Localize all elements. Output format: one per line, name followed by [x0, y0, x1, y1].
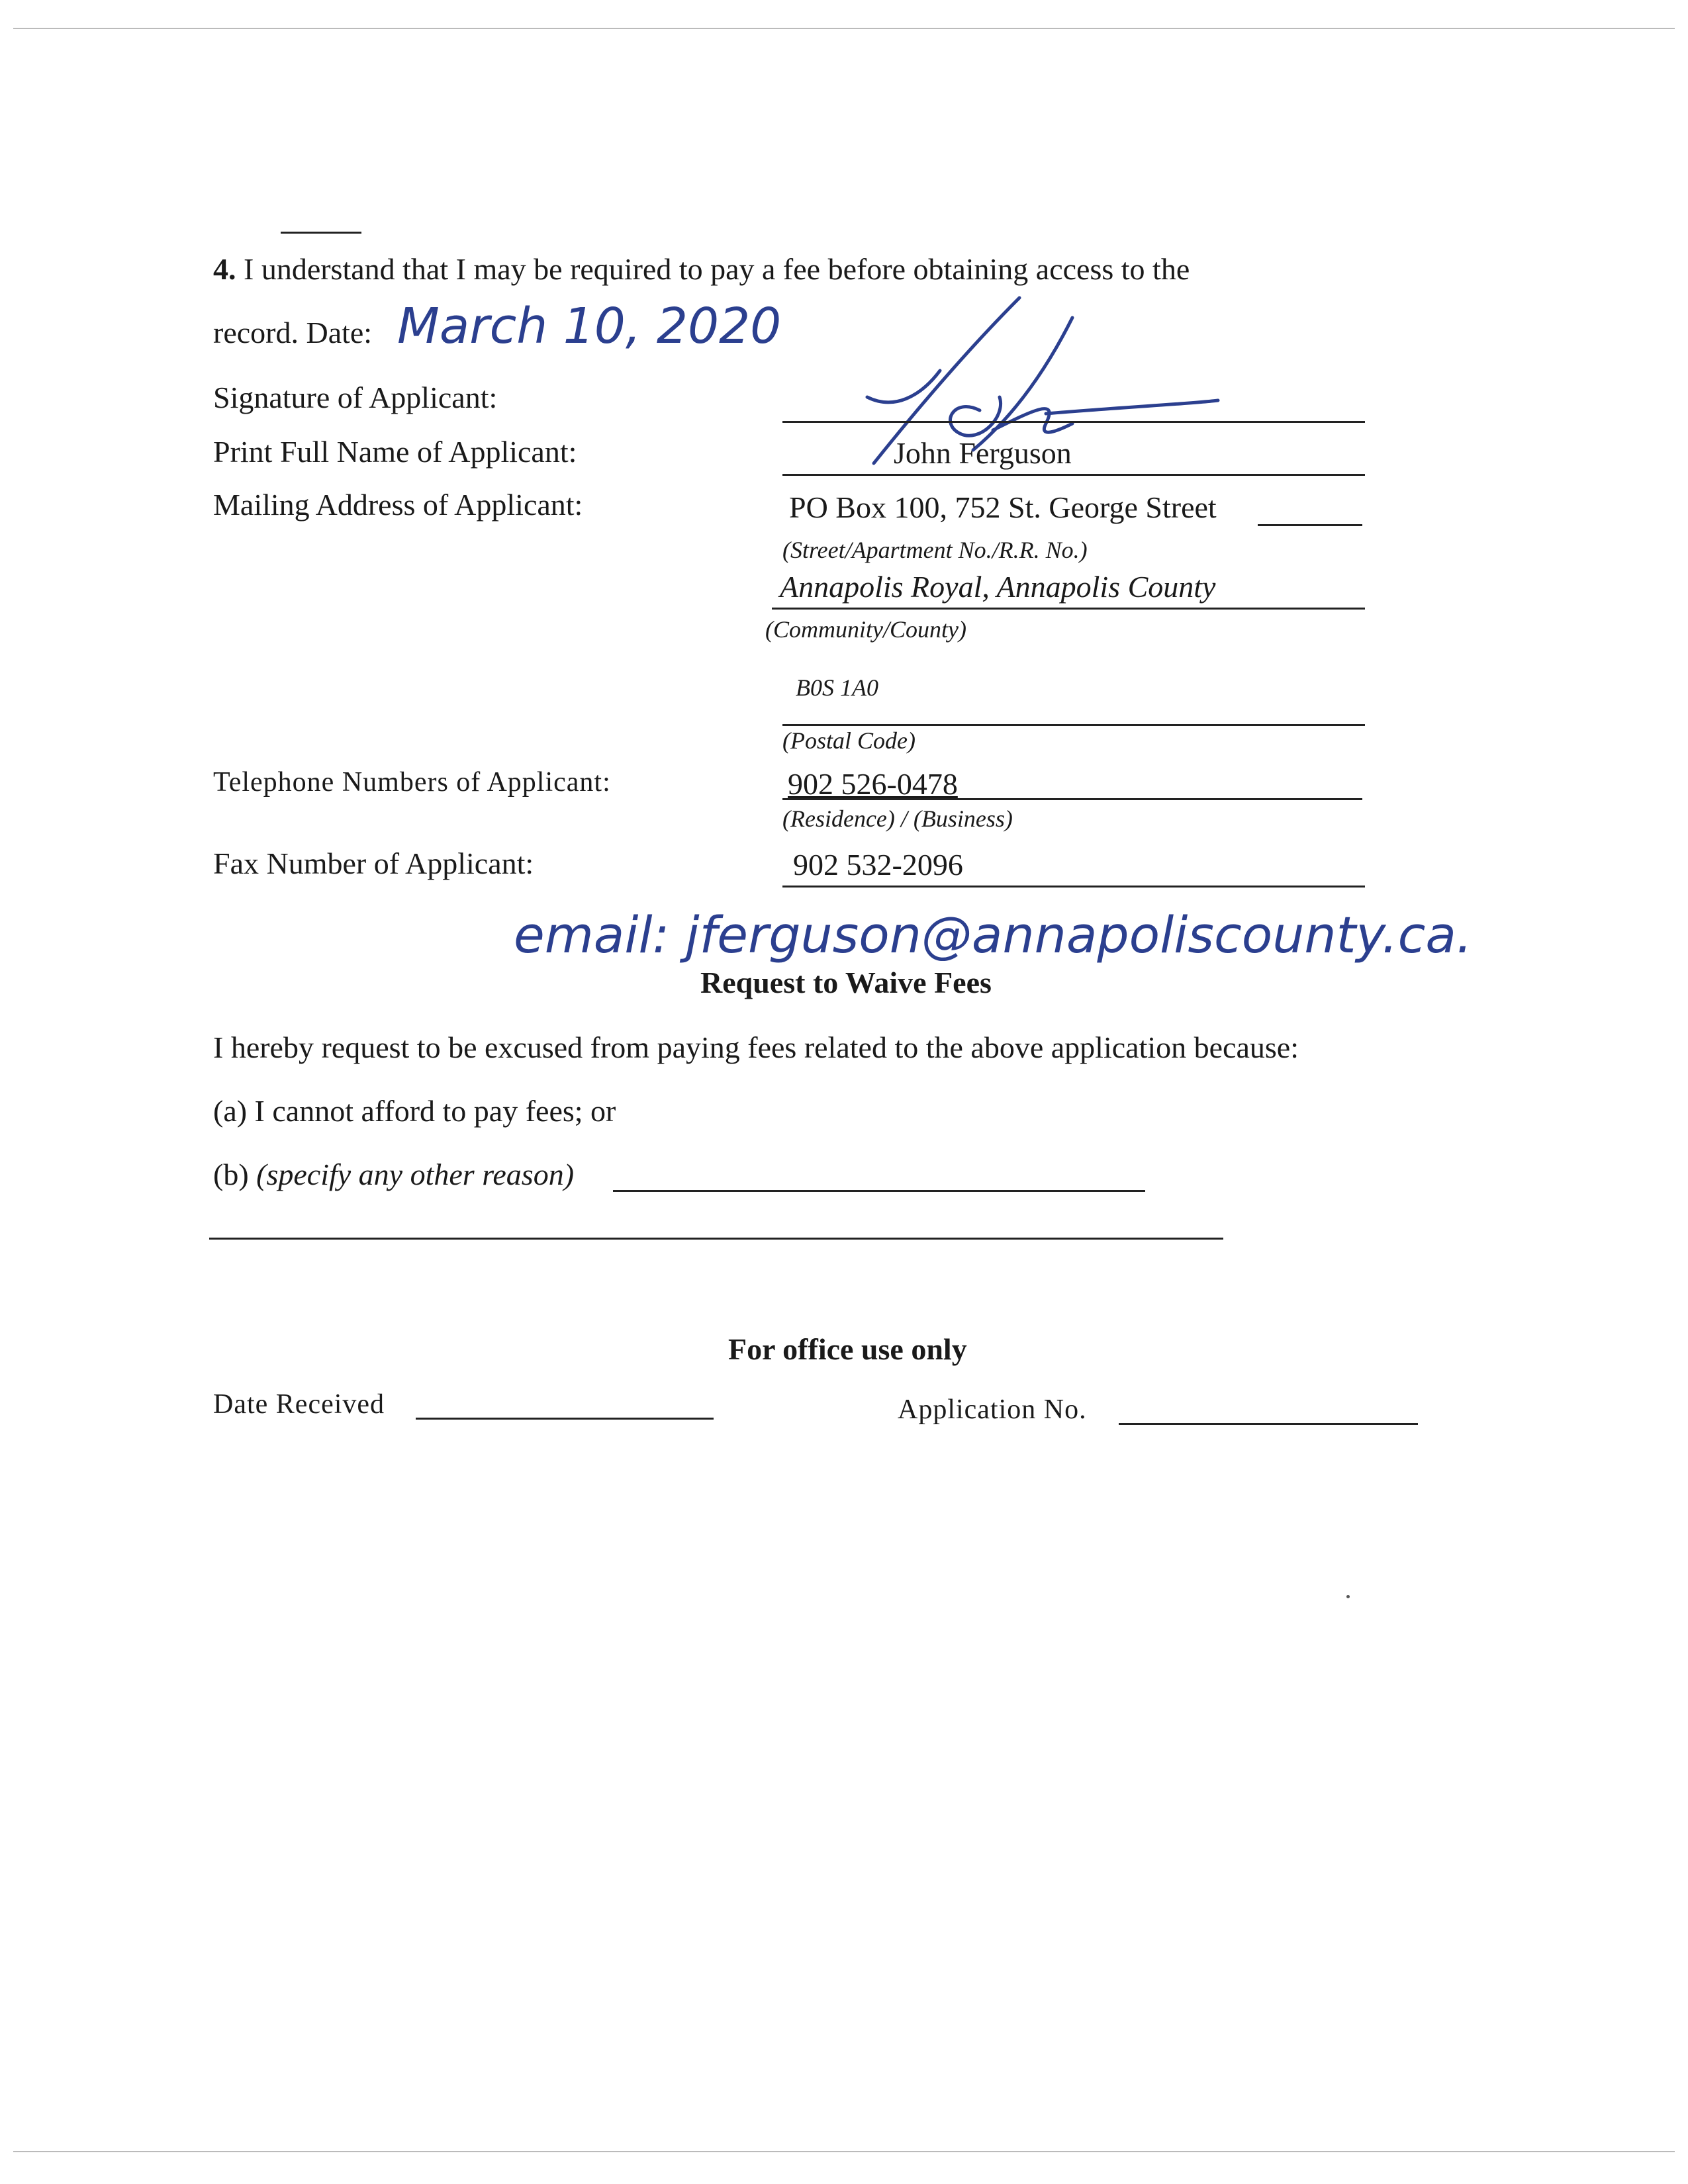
date-received-line — [416, 1418, 714, 1420]
fax-label: Fax Number of Applicant: — [213, 846, 534, 880]
option-b-line-2 — [209, 1238, 1223, 1240]
postal-value: B0S 1A0 — [796, 674, 878, 701]
office-heading: For office use only — [728, 1332, 967, 1366]
postal-caption: (Postal Code) — [782, 727, 915, 754]
street-caption: (Street/Apartment No./R.R. No.) — [782, 537, 1088, 563]
street-line-tail — [1258, 524, 1362, 526]
phone-label: Telephone Numbers of Applicant: — [213, 767, 611, 797]
section4-record-date: record. Date: — [213, 316, 373, 349]
community-line — [772, 608, 1365, 610]
date-received-label: Date Received — [213, 1389, 385, 1420]
postal-line — [782, 724, 1365, 726]
community-value: Annapolis Royal, Annapolis County — [780, 570, 1216, 604]
street-value: PO Box 100, 752 St. George Street — [789, 490, 1217, 524]
signature-line — [782, 421, 1365, 423]
option-b-reason: (specify any other reason) — [256, 1158, 575, 1191]
name-line — [782, 474, 1365, 476]
handwritten-email: email: jferguson@annapoliscounty.ca. — [514, 905, 1473, 964]
fax-line — [782, 886, 1365, 887]
application-no-label: Application No. — [898, 1394, 1087, 1425]
waiver-option-a: (a) I cannot afford to pay fees; or — [213, 1094, 616, 1128]
section-number: 4. — [213, 252, 236, 286]
option-b-line — [613, 1190, 1145, 1192]
waiver-intro: I hereby request to be excused from paying fees related to the above application because: — [213, 1030, 1299, 1064]
section4-text: I understand that I may be required to pay a fee before obtaining access to the — [244, 252, 1190, 286]
waiver-heading: Request to Waive Fees — [700, 966, 992, 999]
name-label: Print Full Name of Applicant: — [213, 435, 577, 469]
signature-label: Signature of Applicant: — [213, 381, 498, 414]
application-no-line — [1119, 1423, 1418, 1425]
option-b-prefix: (b) — [213, 1158, 249, 1191]
name-value: John Ferguson — [894, 436, 1072, 470]
phone-caption: (Residence) / (Business) — [782, 805, 1013, 832]
phone-line — [782, 798, 1362, 800]
address-label: Mailing Address of Applicant: — [213, 488, 583, 522]
community-caption: (Community/County) — [765, 616, 966, 643]
scan-speck — [1346, 1595, 1350, 1598]
handwritten-date: March 10, 2020 — [397, 298, 782, 355]
waiver-option-b — [213, 1157, 574, 1192]
fax-value: 902 532-2096 — [793, 848, 963, 882]
phone-value: 902 526-0478 — [788, 767, 958, 801]
